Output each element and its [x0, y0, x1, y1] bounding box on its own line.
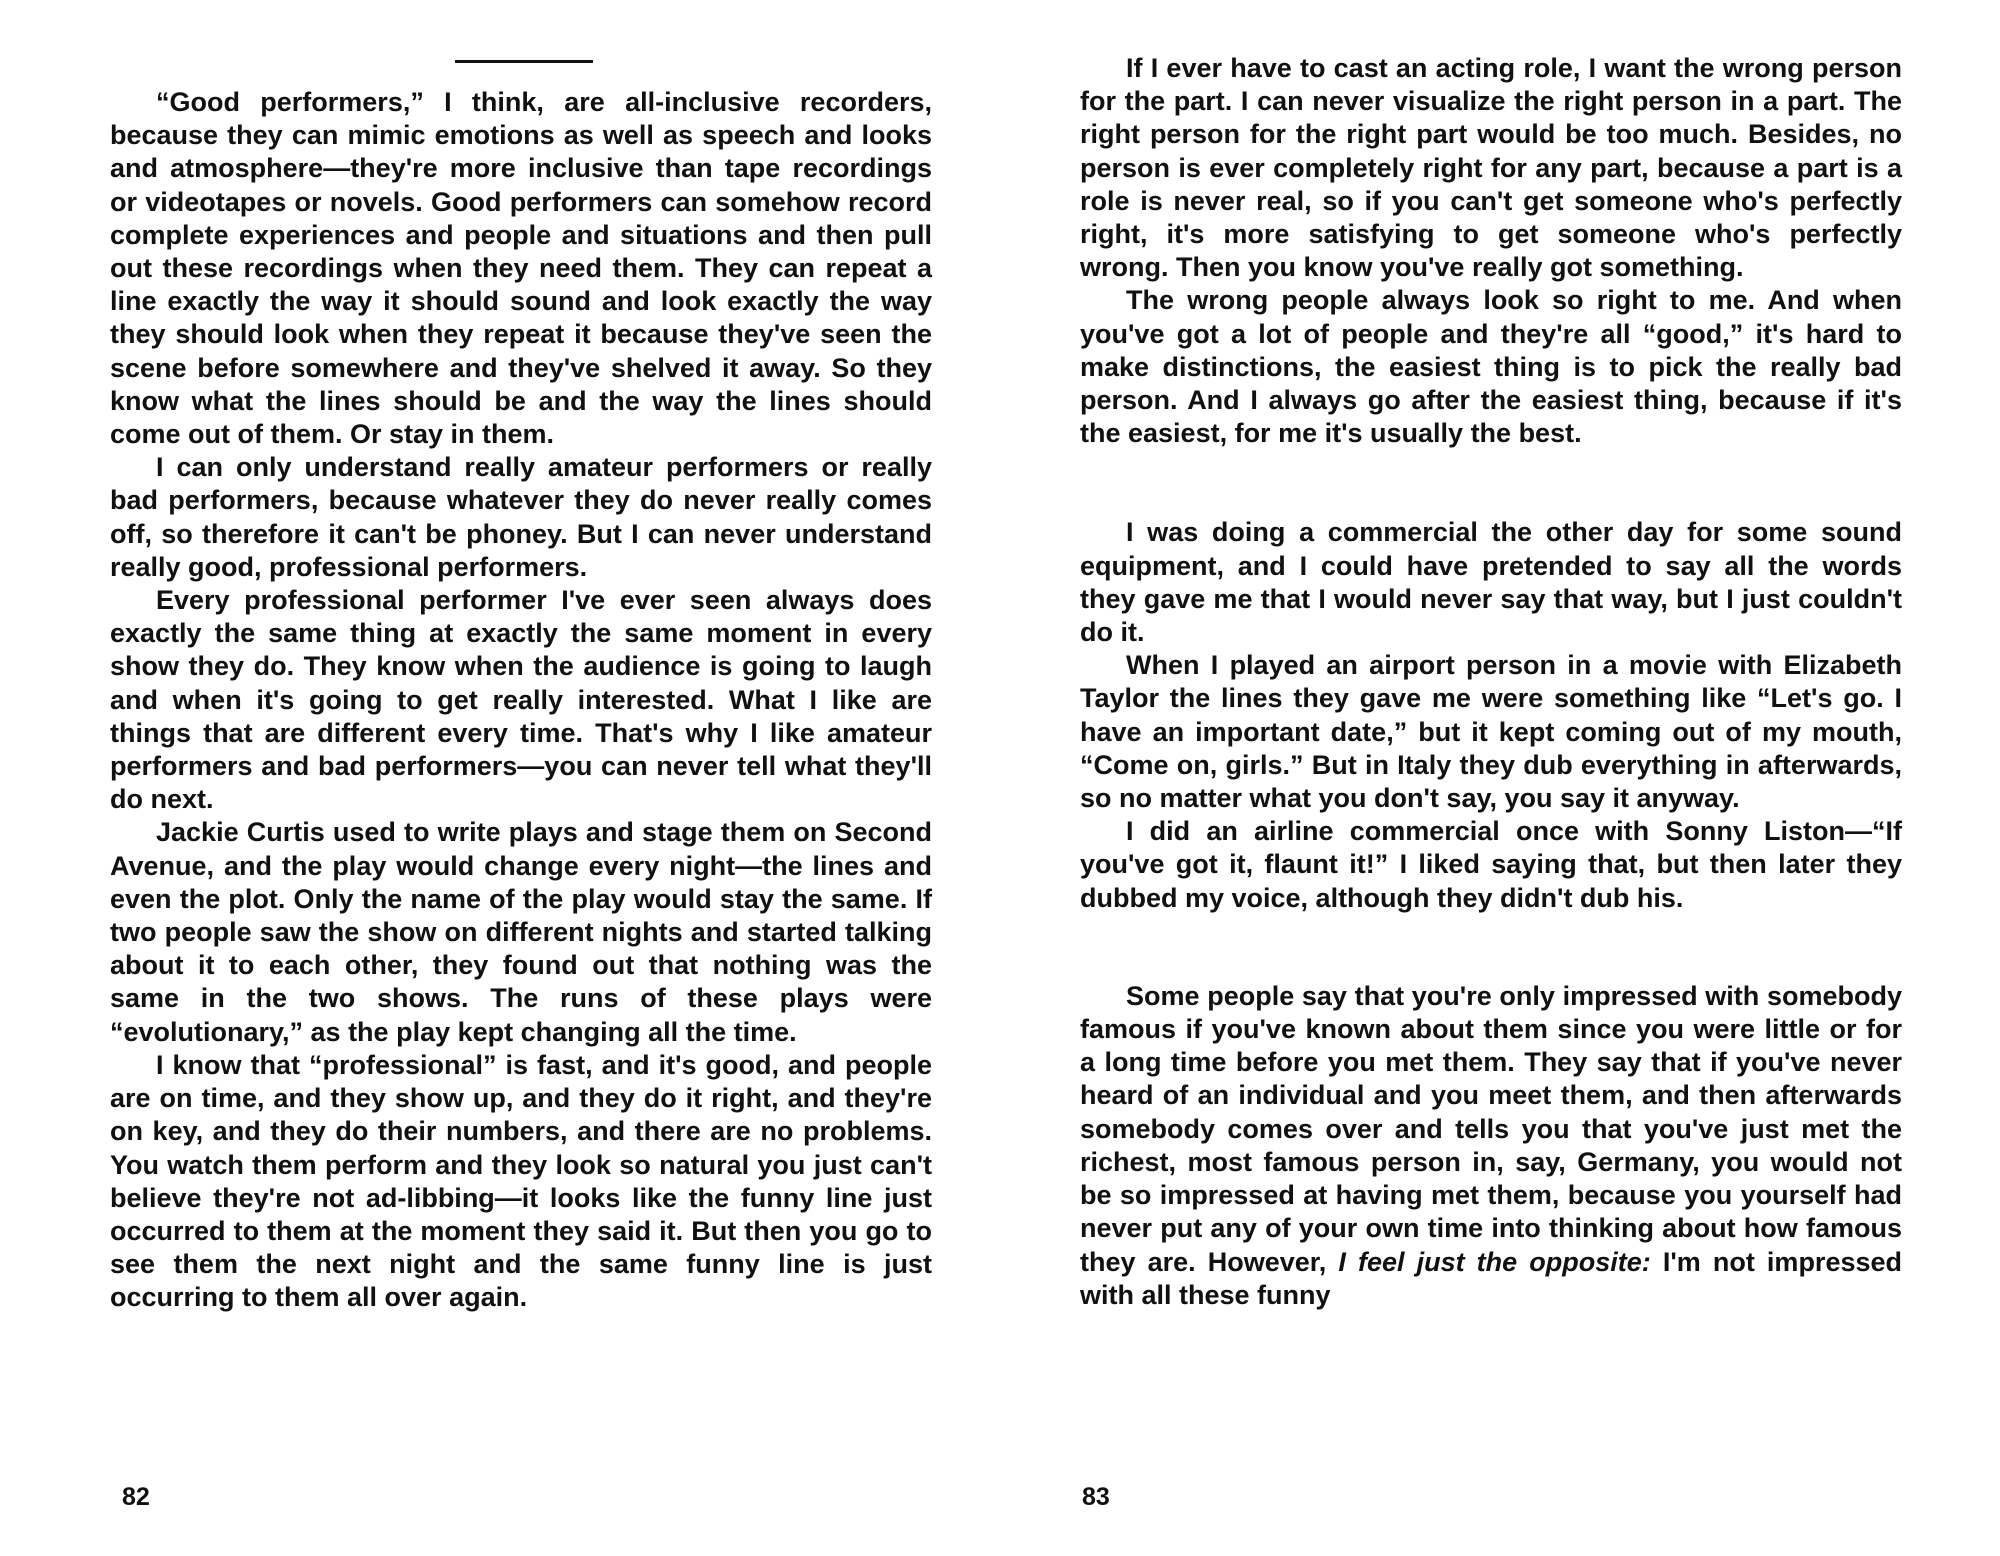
paragraph: Jackie Curtis used to write plays and stage them on Second Avenue, and the play would change every night—the lines and even the plot. Only the name of the play would stay the same. If two people saw the show on different nights and started talking about it to each other, they found out that nothing was the same in the two shows. The runs of these plays were “evolutionary,” as the play kept changing all the time. — [110, 817, 932, 1047]
paragraph: I was doing a commercial the other day for some sound equipment, and I could have pretended to say all the words they gave me that I would never say that way, but I just couldn't do it. — [1080, 517, 1902, 648]
section-rule — [455, 60, 593, 63]
section-break — [1080, 450, 1902, 516]
paragraph: “Good performers,” I think, are all-inclusive recorders, because they can mimic emotions as well as speech and looks and atmosphere—they're more inclusive than tape recordings or videotapes or novels. Good performers can somehow record complete experiences and people and situations and then pull out these recordings when they need them. They can repeat a line exactly the way it should sound and look exactly the way they should look when they repeat it because they've seen the scene before somewhere and they've shelved it away. So they know what the lines should be and the way the lines should come out of them. Or stay in them. — [110, 87, 932, 450]
right-page — [1000, 0, 2000, 1556]
right-text-column — [1080, 52, 1902, 1312]
paragraph-text: Some people say that you're only impressed with somebody famous if you've known about them since you were little or for a long time before you met them. They say that if you've never heard of an individual and you meet them, and then afterwards somebody comes over and tells you that you've just met the richest, most famous person in, say, Germany, you would not be so impressed at having met them, because you yourself had never put any of your own time into thinking about how famous they are. However, — [1080, 980, 1902, 1277]
paragraph: I know that “professional” is fast, and it's good, and people are on time, and they show up, and they do it right, and they're on key, and they do their numbers, and there are no problems. You watch them perform and they look so natural you just can't believe they're not ad-libbing—it looks like the funny line just occurred to them at the moment they said it. But then you go to see them the next night and the same funny line is just occurring to them all over again. — [110, 1049, 932, 1313]
paragraph-text: I'm not impressed with all these funny — [1080, 1246, 1902, 1310]
paragraph — [1080, 980, 1902, 1312]
page-number: 82 — [122, 1483, 150, 1511]
left-text-column — [110, 86, 932, 1315]
emphasis-text: I feel just the opposite: — [1338, 1246, 1651, 1277]
paragraph: Every professional performer I've ever seen always does exactly the same thing at exactly the same moment in every show they do. They know when the audience is going to laugh and when it's going to get really interested. What I like are things that are different every time. That's why I like amateur performers and bad performers—you can never tell what they'll do next. — [110, 585, 932, 815]
paragraph: If I ever have to cast an acting role, I want the wrong person for the part. I can never visualize the right person in a part. The right person for the right part would be too much. Besides, no person is ever completely right for any part, because a part is a role is never real, so if you can't get someone who's perfectly right, it's more satisfying to get someone who's perfectly wrong. Then you know you've really got something. — [1080, 53, 1902, 283]
section-break — [1080, 915, 1902, 980]
paragraph: I can only understand really amateur performers or really bad performers, because whatever they do never really comes off, so therefore it can't be phoney. But I can never understand really good, professional performers. — [110, 452, 932, 582]
paragraph: The wrong people always look so right to me. And when you've got a lot of people and they're all “good,” it's hard to make distinctions, the easiest thing is to pick the really bad person. And I always go after the easiest thing, because if it's the easiest, for me it's usually the best. — [1080, 285, 1902, 449]
page-number: 83 — [1082, 1483, 1110, 1511]
paragraph: When I played an airport person in a movie with Elizabeth Taylor the lines they gave me were something like “Let's go. I have an important date,” but it kept coming out of my mouth, “Come on, girls.” But in Italy they dub everything in afterwards, so no matter what you don't say, you say it anyway. — [1080, 650, 1902, 814]
paragraph: I did an airline commercial once with Sonny Liston—“If you've got it, flaunt it!” I liked saying that, but then later they dubbed my voice, although they didn't dub his. — [1080, 816, 1902, 913]
